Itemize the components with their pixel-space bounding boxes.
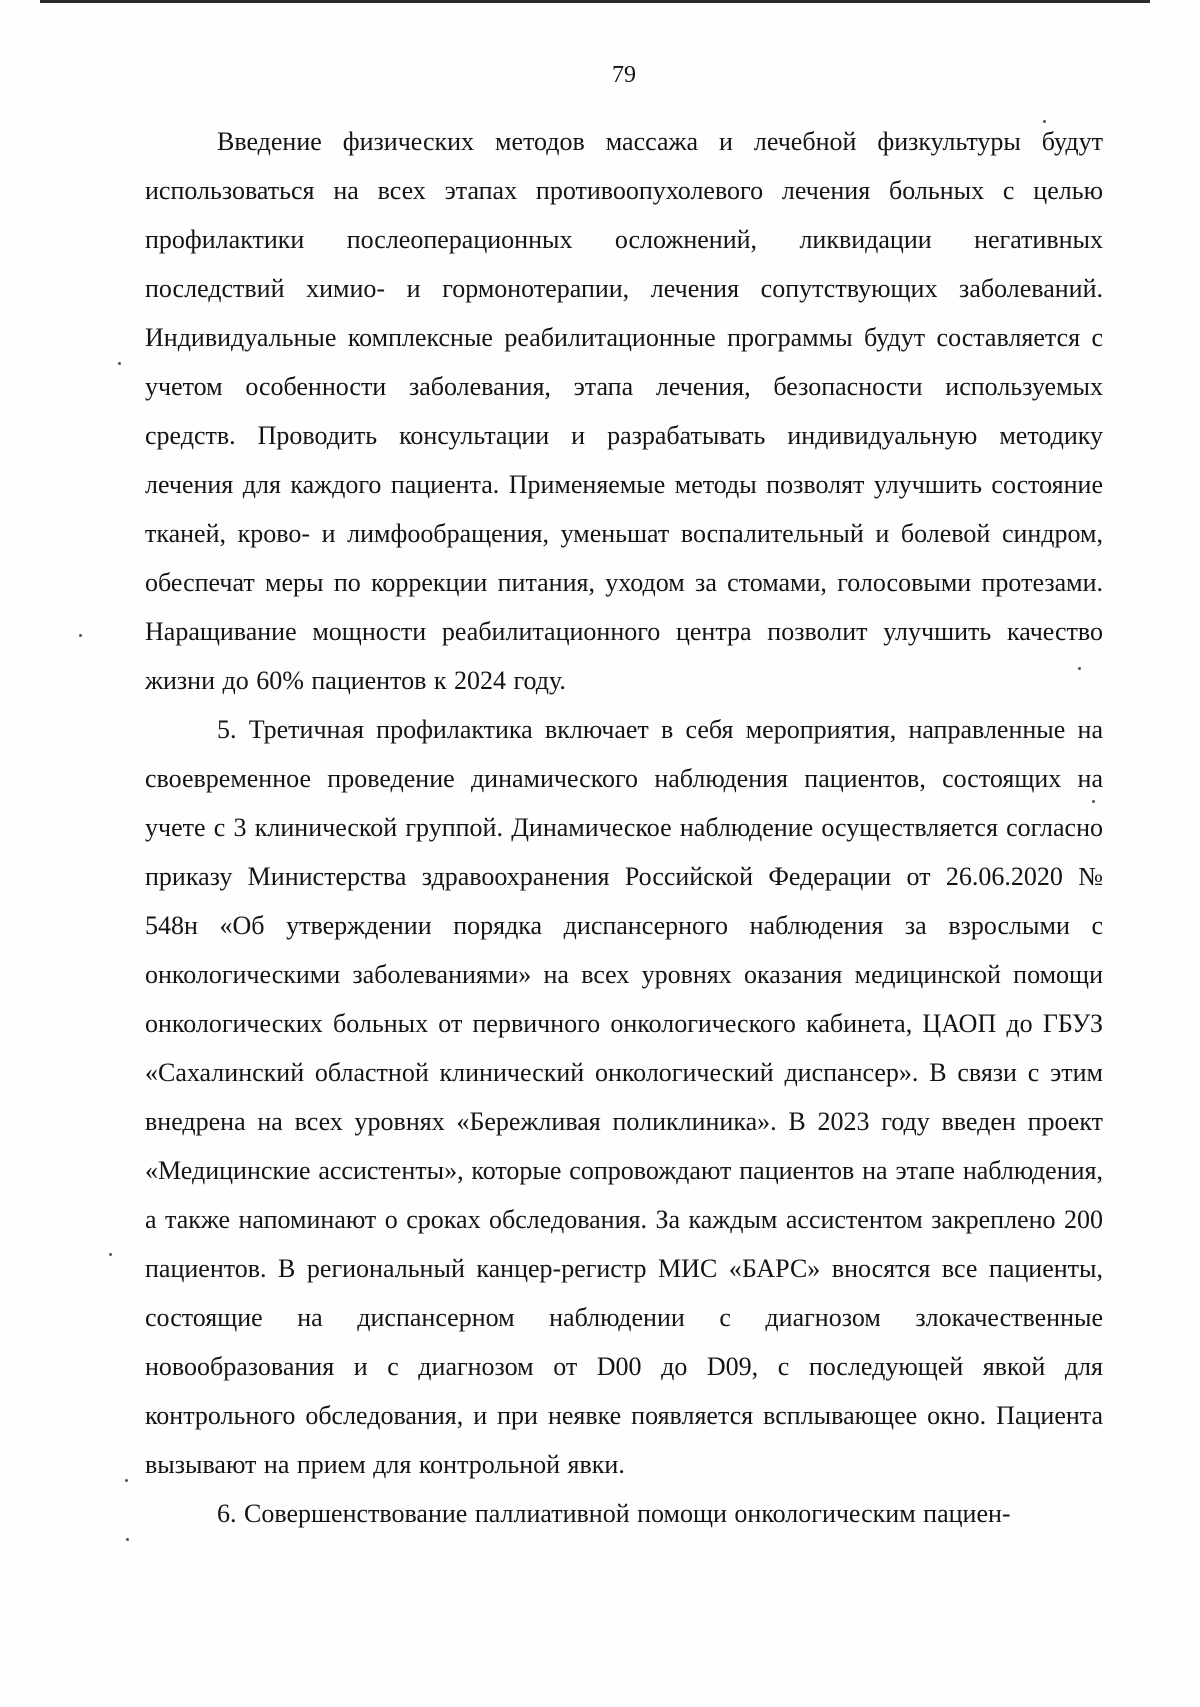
body-text bbox=[145, 117, 1103, 1538]
scan-speck bbox=[118, 362, 121, 365]
page-number: 79 bbox=[612, 62, 636, 88]
scan-speck bbox=[1043, 120, 1046, 123]
paragraph-tertiary-prevention: 5. Третичная профилактика включает в себя мероприятия, направленные на своевременное проведение динамического наблюдения пациентов, состоящих на учете с 3 клинической группой. Динамическое наблюдение осуществляется согласно приказу Министерства здравоохранения Российской Федерации от 26.06.2020 № 548н «Об утверждении порядка диспансерного наблюдения за взрослыми с онкологическими заболеваниями» на всех уровнях оказания медицинской помощи онкологических больных от первичного онкологического кабинета, ЦАОП до ГБУЗ «Сахалинский областной клинический онкологический диспансер». В связи с этим внедрена на всех уровнях «Бережливая поликлиника». В 2023 году введен проект «Медицинские ассистенты», которые сопровождают пациентов на этапе наблюдения, а также напоминают о сроках обследования. За каждым ассистентом закреплено 200 пациентов. В региональный канцер-регистр МИС «БАРС» вносятся все пациенты, состоящие на диспансерном наблюдении с диагнозом злокачественные новообразования и с диагнозом от D00 до D09, с последующей явкой для контрольного обследования, и при неявке появляется всплывающее окно. Пациента вызывают на прием для контрольной явки. bbox=[145, 715, 1103, 1479]
paragraph-palliative-care: 6. Совершенствование паллиативной помощи онкологическим пациен- bbox=[217, 1499, 1011, 1528]
scan-speck bbox=[125, 1479, 128, 1482]
paragraph-rehabilitation: Введение физических методов массажа и лечебной физкультуры будут использоваться на всех этапах противоопухолевого лечения больных с целью профилактики послеоперационных осложнений, ликвидации негативных последствий химио- и гормонотерапии, лечения сопутствующих заболеваний. Индивидуальные комплексные реабилитационные программы будут составляется с учетом особенности заболевания, этапа лечения, безопасности используемых средств. Проводить консультации и разрабатывать индивидуальную методику лечения для каждого пациента. Применяемые методы позволят улучшить состояние тканей, крово- и лимфообращения, уменьшат воспалительный и болевой синдром, обеспечат меры по коррекции питания, уходом за стомами, голосовыми протезами. Наращивание мощности реабилитационного центра позволит улучшить качество жизни до 60% пациентов к 2024 году. bbox=[145, 127, 1103, 695]
scan-speck bbox=[1078, 667, 1081, 670]
scan-speck bbox=[126, 1538, 129, 1541]
scan-speck bbox=[109, 1253, 112, 1256]
scan-speck bbox=[1092, 800, 1095, 803]
scan-speck bbox=[79, 634, 82, 637]
scan-edge-line bbox=[40, 0, 1150, 3]
